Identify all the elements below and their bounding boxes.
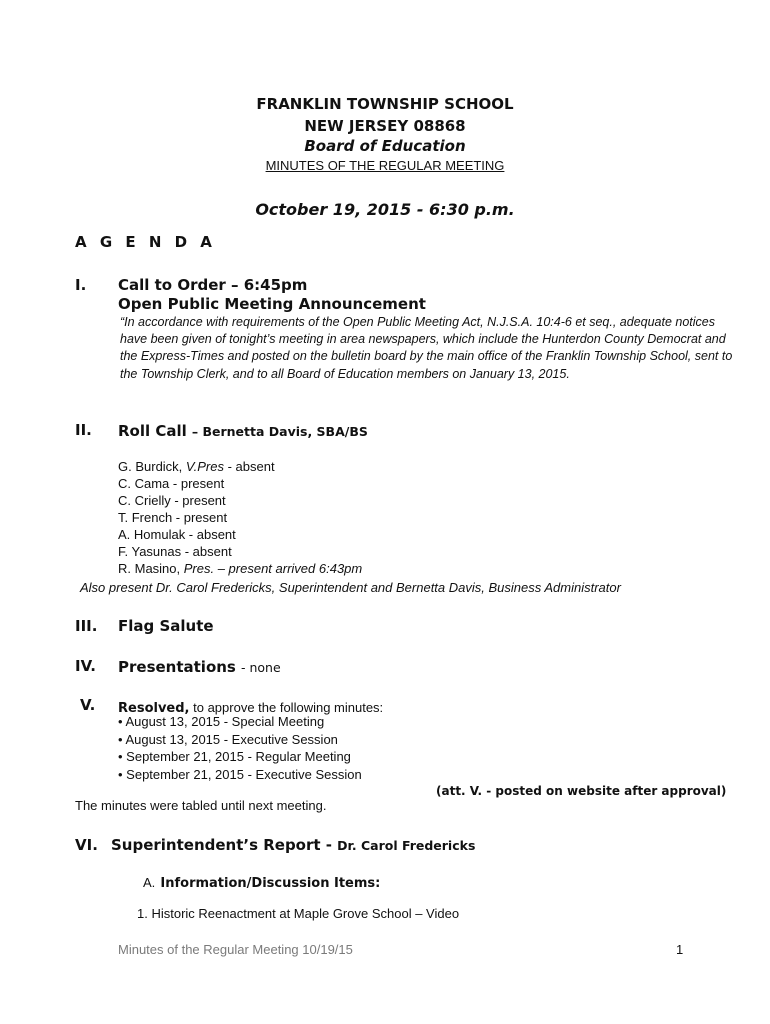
section-4-heading (118, 657, 281, 676)
section-6-heading (75, 835, 475, 854)
subsection-a-heading (143, 872, 380, 891)
state-zip: NEW JERSEY 08868 (304, 117, 466, 135)
resolved-label: Resolved, (118, 701, 190, 716)
roll-call-entry: A. Homulak - absent (118, 527, 236, 542)
open-meeting-statement: “In accordance with requirements of the Open Public Meeting Act, N.J.S.A. 10:4-6 et seq., adequate notices have been given of tonight’s meeting in area newspapers, which include the Hunterdon County Democrat and the Express-Times and posted on the bulletin board by the main office of the Franklin Township School, sent to the Township Clerk, and to all Board of Education members on January 13, 2015. (120, 315, 733, 381)
section-2-recorder: – Bernetta Davis, SBA/BS (191, 424, 368, 439)
agenda-heading: A G E N D A (75, 233, 216, 251)
section-2-heading (118, 421, 368, 440)
document-title: MINUTES OF THE REGULAR MEETING (265, 158, 505, 173)
section-2-number: II. (75, 421, 92, 439)
section-1-number: I. (75, 276, 87, 294)
school-name: FRANKLIN TOWNSHIP SCHOOL (256, 95, 514, 113)
roll-call-entry: G. Burdick, V.Pres - absent (118, 459, 275, 474)
board-name: Board of Education (304, 137, 466, 155)
list-item: • September 21, 2015 - Regular Meeting (118, 749, 351, 764)
item-number: 1. (137, 906, 148, 921)
tabled-note: The minutes were tabled until next meeting. (75, 798, 327, 813)
roll-call-entry: C. Cama - present (118, 476, 225, 491)
section-3-title: Flag Salute (118, 617, 214, 635)
subsection-a-letter: A. (143, 875, 156, 890)
roll-call-list (118, 458, 362, 577)
meeting-date: October 19, 2015 - 6:30 p.m. (255, 200, 515, 219)
section-1-subtitle: Open Public Meeting Announcement (118, 295, 426, 313)
attachment-note: (att. V. - posted on website after approval) (436, 784, 727, 798)
section-5-number: V. (80, 696, 96, 714)
section-4-title: Presentations (118, 658, 236, 676)
section-2-title: Roll Call (118, 422, 187, 440)
page-number: 1 (676, 942, 684, 957)
section-4-note: - none (240, 660, 281, 675)
section-3-number: III. (75, 617, 98, 635)
roll-call-entry: F. Yasunas - absent (118, 544, 232, 559)
roll-call-entry: T. French - present (118, 510, 228, 525)
section-4-number: IV. (75, 657, 96, 675)
subsection-a-title: Information/Discussion Items: (160, 876, 381, 891)
section-6-number: VI. (75, 836, 98, 854)
list-item: • September 21, 2015 - Executive Session (118, 766, 362, 782)
discussion-item-1 (137, 906, 459, 921)
page-footer: Minutes of the Regular Meeting 10/19/15 (118, 942, 353, 957)
list-item: • August 13, 2015 - Special Meeting (118, 714, 325, 729)
roll-call-entry: C. Crielly - present (118, 493, 226, 508)
resolved-text: to approve the following minutes: (189, 700, 384, 715)
also-present-note: Also present Dr. Carol Fredericks, Superintendent and Bernetta Davis, Business Administrator (80, 580, 621, 595)
minutes-list (118, 713, 362, 783)
item-text: Historic Reenactment at Maple Grove School – Video (151, 906, 460, 921)
section-1-title: Call to Order – 6:45pm (118, 276, 308, 294)
section-6-presenter: Dr. Carol Fredericks (337, 838, 476, 853)
roll-call-entry: R. Masino, Pres. – present arrived 6:43pm (118, 561, 363, 576)
section-6-title: Superintendent’s Report - (110, 836, 333, 854)
list-item: • August 13, 2015 - Executive Session (118, 731, 338, 747)
